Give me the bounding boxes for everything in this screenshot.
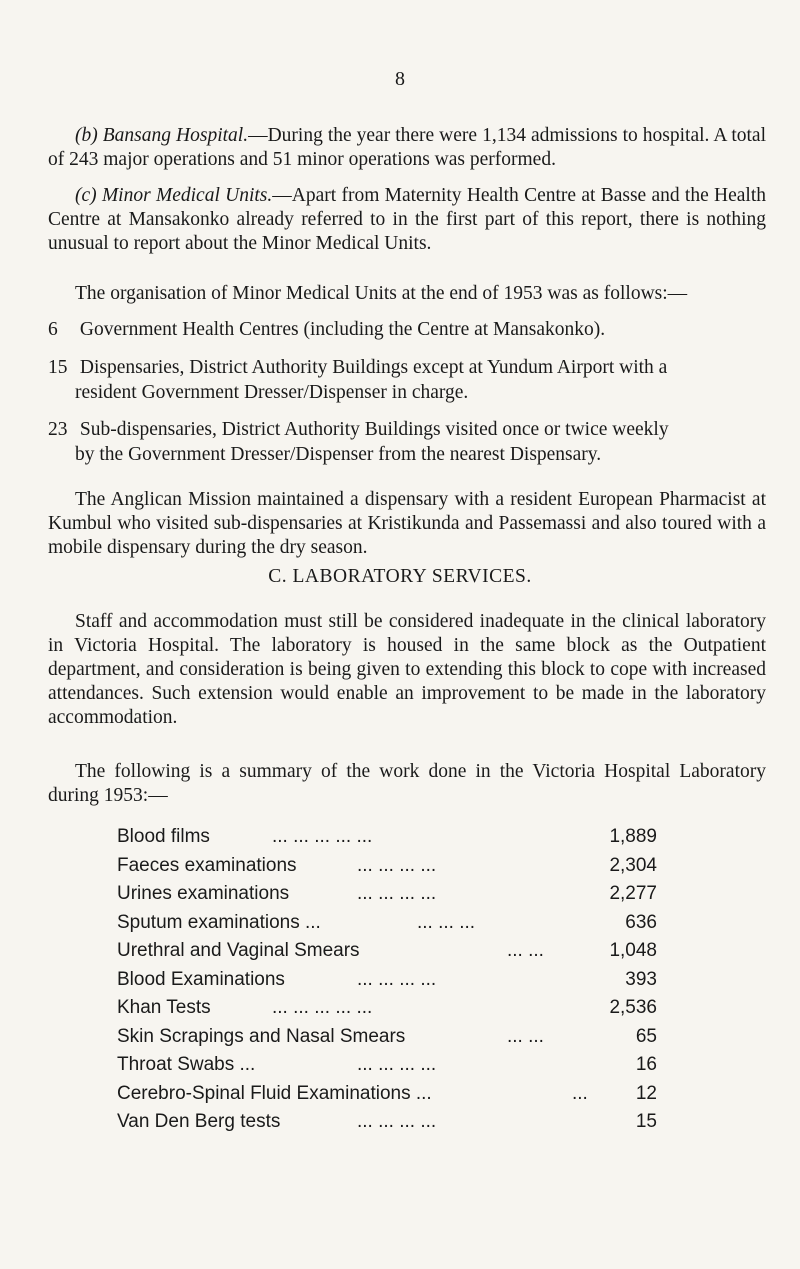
table-row-leader-dots: ... ... ... ... [357,883,437,904]
table-row [117,883,657,912]
organisation-intro: The organisation of Minor Medical Units at the end of 1953 was as follows:— [75,283,688,304]
list-item-continuation: resident Government Dresser/Dispenser in charge. [75,382,469,403]
paragraph-c-label: (c) [75,185,97,206]
table-row-leader-dots: ... ... ... ... [357,1054,437,1075]
laboratory-paragraph: Staff and accommodation must still be considered inadequate in the clinical laboratory in Victoria Hospital. The laboratory is housed in the same block as the Outpatient department, and consideration is being given to extending this block to cope with increased attendances. Such extension would enable an improvement to be made in the laboratory accommodation. [48,611,766,728]
table-row-label: Skin Scrapings and Nasal Smears [117,1025,406,1047]
table-row-leader-dots: ... ... [507,1025,544,1047]
list-item-text: Sub-dispensaries, District Authority Buildings visited once or twice weekly [79,419,669,440]
list-item-number: 6 [48,319,58,340]
table-row-label: Sputum examinations ... [117,911,321,933]
list-item-text: Government Health Centres (including the Centre at Mansakonko). [79,319,606,340]
page-number: 8 [395,68,405,90]
summary-intro: The following is a summary of the work done in the Victoria Hospital Laboratory during 1953:— [48,761,766,806]
table-row-value: 1,889 [609,826,657,847]
table-row [117,912,657,941]
table-row-label: Faeces examinations [117,854,297,876]
table-row-value: 12 [635,1082,657,1104]
list-item [48,355,766,405]
paragraph-c-text: —Apart from Maternity Health Centre at Basse and the Health Centre at Mansakonko already referred to in the first part of this report, there is nothing unusual to report about the Minor Medical Units. [48,185,766,254]
table-row-leader-dots: ... ... ... ... [357,854,437,876]
paragraph-c-title: Minor Medical Units. [101,185,273,206]
table-row [117,997,657,1026]
paragraph-b-label: (b) [75,125,98,146]
table-row-value: 636 [625,911,657,933]
table-row-value: 15 [635,1111,657,1132]
table-row-leader-dots: ... [572,1082,588,1104]
paragraph-bansang-hospital [48,124,766,172]
table-row-value: 16 [635,1054,657,1075]
table-row-value: 2,536 [609,997,657,1018]
table-row-value: 2,304 [609,854,657,876]
table-row-leader-dots: ... ... ... ... [357,1111,437,1132]
list-item-continuation: by the Government Dresser/Dispenser from the nearest Dispensary. [75,444,602,465]
list-item [48,417,766,467]
table-row-leader-dots: ... ... ... ... ... [272,826,373,847]
section-heading: C. LABORATORY SERVICES. [268,566,532,587]
list-item [48,317,766,342]
table-row-leader-dots: ... ... [507,940,544,961]
table-row [117,1054,657,1083]
paragraph-b-text: —During the year there were 1,134 admissions to hospital. A total of 243 major operations and 51 minor operations was performed. [48,125,767,170]
table-row [117,940,657,969]
table-row-label: Urines examinations [117,883,290,904]
list-item-text: Dispensaries, District Authority Buildings except at Yundum Airport with a [79,357,668,378]
paragraph-b-title: Bansang Hospital. [102,125,249,146]
anglican-mission-paragraph: The Anglican Mission maintained a dispensary with a resident European Pharmacist at Kumbul who visited sub-dispensaries at Kristikunda and Passemassi and also toured with a mobile dispensary during the dry season. [48,489,766,558]
list-item-number: 15 [48,357,68,378]
table-row-label: Cerebro-Spinal Fluid Examinations ... [117,1082,432,1104]
table-row-value: 2,277 [609,883,657,904]
table-row [117,969,657,998]
table-row [117,826,657,855]
lab-work-table [117,826,657,1140]
table-row [117,855,657,884]
table-row [117,1083,657,1112]
table-row-value: 393 [625,968,657,990]
table-row-label: Blood films [117,826,210,847]
table-row-label: Van Den Berg tests [117,1111,281,1132]
table-row-label: Throat Swabs ... [117,1054,256,1075]
table-row [117,1026,657,1055]
list-item-number: 23 [48,419,68,440]
table-row-label: Blood Examinations [117,968,285,990]
paragraph-minor-medical-units [48,184,766,256]
table-row [117,1111,657,1140]
table-row-leader-dots: ... ... ... ... ... [272,997,373,1018]
table-row-value: 65 [635,1025,657,1047]
table-row-leader-dots: ... ... ... [417,911,476,933]
table-row-value: 1,048 [609,940,657,961]
table-row-label: Urethral and Vaginal Smears [117,940,360,961]
table-row-label: Khan Tests [117,997,211,1018]
table-row-leader-dots: ... ... ... ... [357,968,437,990]
